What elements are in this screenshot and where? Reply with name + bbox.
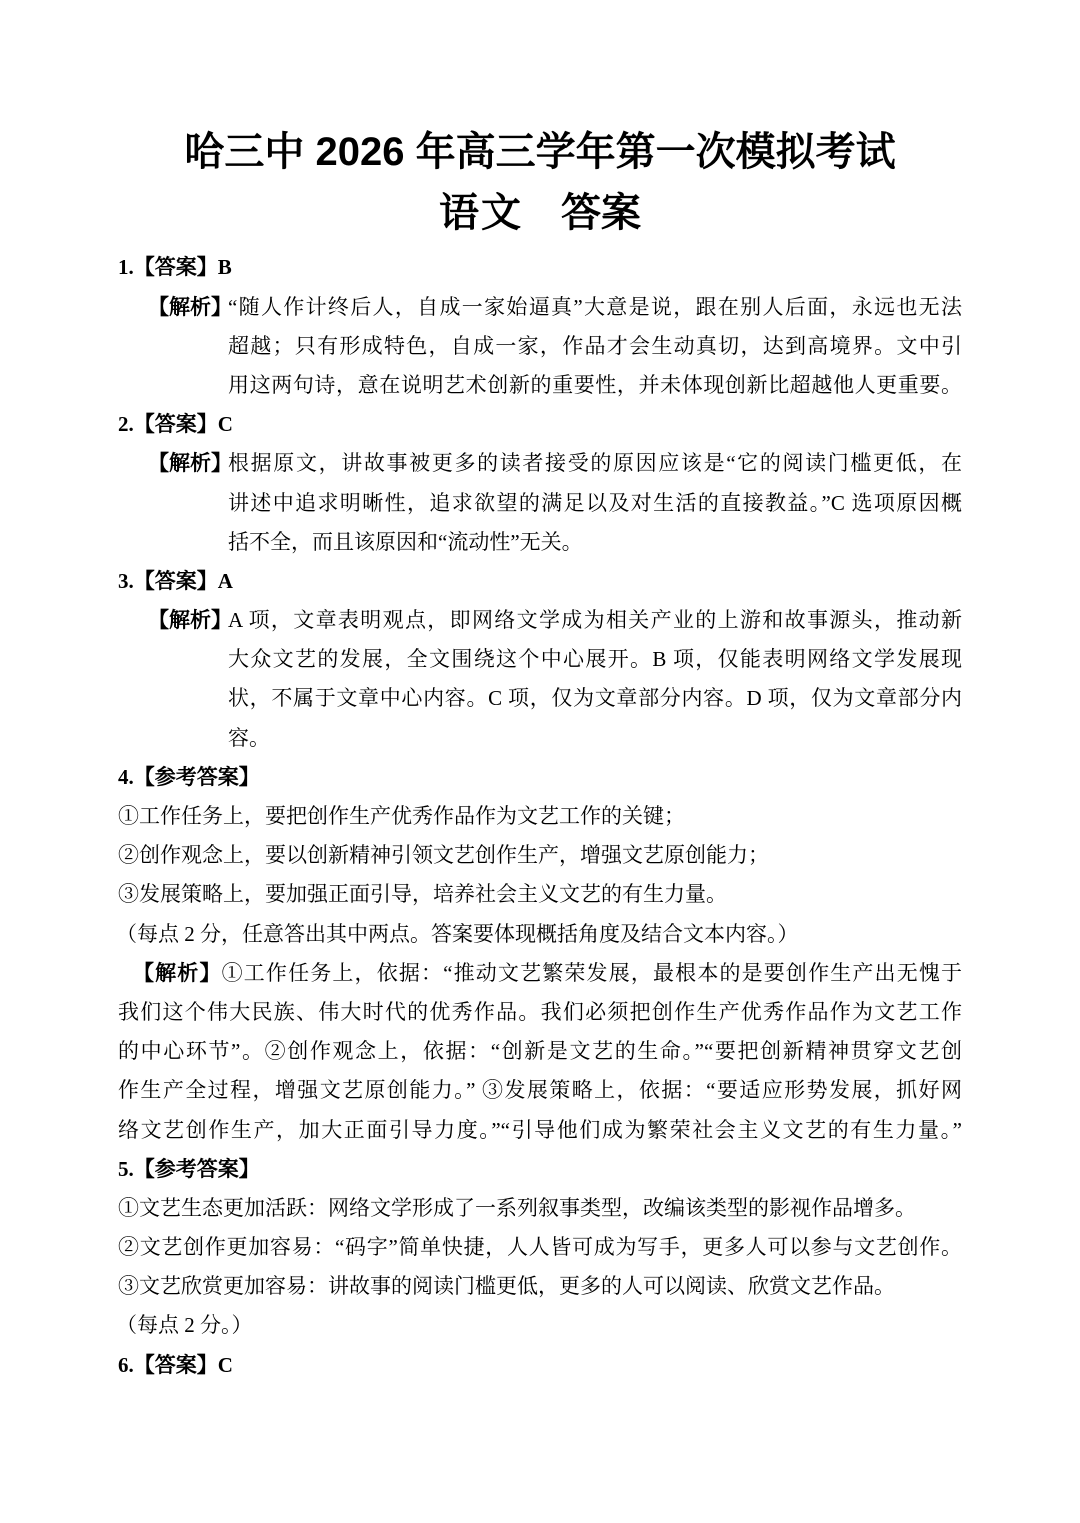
subject-label: 语文 <box>439 189 523 236</box>
q5-answer-heading: 5.【参考答案】 <box>118 1156 260 1181</box>
q1-analysis-line: 用这两句诗，意在说明艺术创新的重要性，并未体现创新比超越他人更重要。 <box>228 372 962 397</box>
answer-label: 答案 <box>561 191 641 235</box>
page-subtitle <box>0 185 1080 241</box>
q2-answer-heading: 2.【答案】C <box>118 412 233 437</box>
q4-answer-heading: 4.【参考答案】 <box>118 764 260 789</box>
answer-list <box>0 248 1080 1384</box>
q3-analysis-tag: 【解析】 <box>148 608 232 633</box>
q5-answer-point: ②文艺创作更加容易：“码字”简单快捷，人人皆可成为写手，更多人可以参与文艺创作。 <box>118 1235 962 1260</box>
q4-scoring-note: （每点 2 分，任意答出其中两点。答案要体现概括角度及结合文本内容。） <box>116 921 799 946</box>
q3-analysis-line: 容。 <box>228 725 270 750</box>
q1-answer-heading: 1.【答案】B <box>118 255 232 280</box>
q1-analysis-tag: 【解析】 <box>148 294 232 319</box>
q4-analysis-text: ①工作任务上，依据：“推动文艺繁荣发展，最根本的是要创作生产出无愧于 <box>221 960 962 985</box>
q4-answer-point: ①工作任务上，要把创作生产优秀作品作为文艺工作的关键； <box>118 804 685 829</box>
q3-analysis-line <box>0 601 962 640</box>
q4-analysis-line: 作生产全过程，增强文艺原创能力。” ③发展策略上，依据：“要适应形势发展，抓好网 <box>118 1078 962 1103</box>
q5-answer-point: ③文艺欣赏更加容易：讲故事的阅读门槛更低，更多的人可以阅读、欣赏文艺作品。 <box>118 1274 895 1299</box>
q4-answer-point: ②创作观念上，要以创新精神引领文艺创作生产，增强文艺原创能力； <box>118 843 769 868</box>
q2-analysis-line: 括不全，而且该原因和“流动性”无关。 <box>228 529 583 554</box>
q3-answer-heading: 3.【答案】A <box>118 568 233 593</box>
q1-analysis-line: 超越；只有形成特色，自成一家，作品才会生动真切，达到高境界。文中引 <box>228 333 962 358</box>
q3-analysis-line: 大众文艺的发展，全文围绕这个中心展开。B 项，仅能表明网络文学发展现 <box>228 647 962 672</box>
q4-analysis-line: 络文艺创作生产，加大正面引导力度。”“引导他们成为繁荣社会主义文艺的有生力量。” <box>118 1117 962 1142</box>
q3-analysis-line: 状，不属于文章中心内容。C 项，仅为文章部分内容。D 项，仅为文章部分内 <box>228 686 962 711</box>
q2-analysis-line <box>0 444 962 483</box>
q2-analysis-text: 根据原文，讲故事被更多的读者接受的原因应该是“它的阅读门槛更低，在 <box>228 451 962 476</box>
q4-analysis-line: 的中心环节”。②创作观念上，依据：“创新是文艺的生命。”“要把创新精神贯穿文艺创 <box>118 1039 962 1064</box>
q4-answer-point: ③发展策略上，要加强正面引导，培养社会主义文艺的有生力量。 <box>118 882 727 907</box>
q5-scoring-note: （每点 2 分。） <box>116 1313 253 1338</box>
q3-analysis-text: A 项，文章表明观点，即网络文学成为相关产业的上游和故事源头，推动新 <box>228 608 962 633</box>
q1-analysis-text: “随人作计终后人，自成一家始逼真”大意是说，跟在别人后面，永远也无法 <box>228 294 962 319</box>
page-title: 哈三中 2026 年高三学年第一次模拟考试 <box>184 130 896 174</box>
q1-analysis-line <box>0 288 962 327</box>
q4-analysis-tag: 【解析】 <box>133 960 222 985</box>
q4-analysis-line: 我们这个伟大民族、伟大时代的优秀作品。我们必须把创作生产优秀作品作为文艺工作 <box>118 999 962 1024</box>
q4-analysis-line <box>0 954 962 993</box>
q2-analysis-tag: 【解析】 <box>148 451 232 476</box>
q5-answer-point: ①文艺生态更加活跃：网络文学形成了一系列叙事类型，改编该类型的影视作品增多。 <box>118 1195 916 1220</box>
q2-analysis-line: 讲述中追求明晰性，追求欲望的满足以及对生活的直接教益。”C 选项原因概 <box>228 490 962 515</box>
q6-answer-heading: 6.【答案】C <box>118 1352 233 1377</box>
